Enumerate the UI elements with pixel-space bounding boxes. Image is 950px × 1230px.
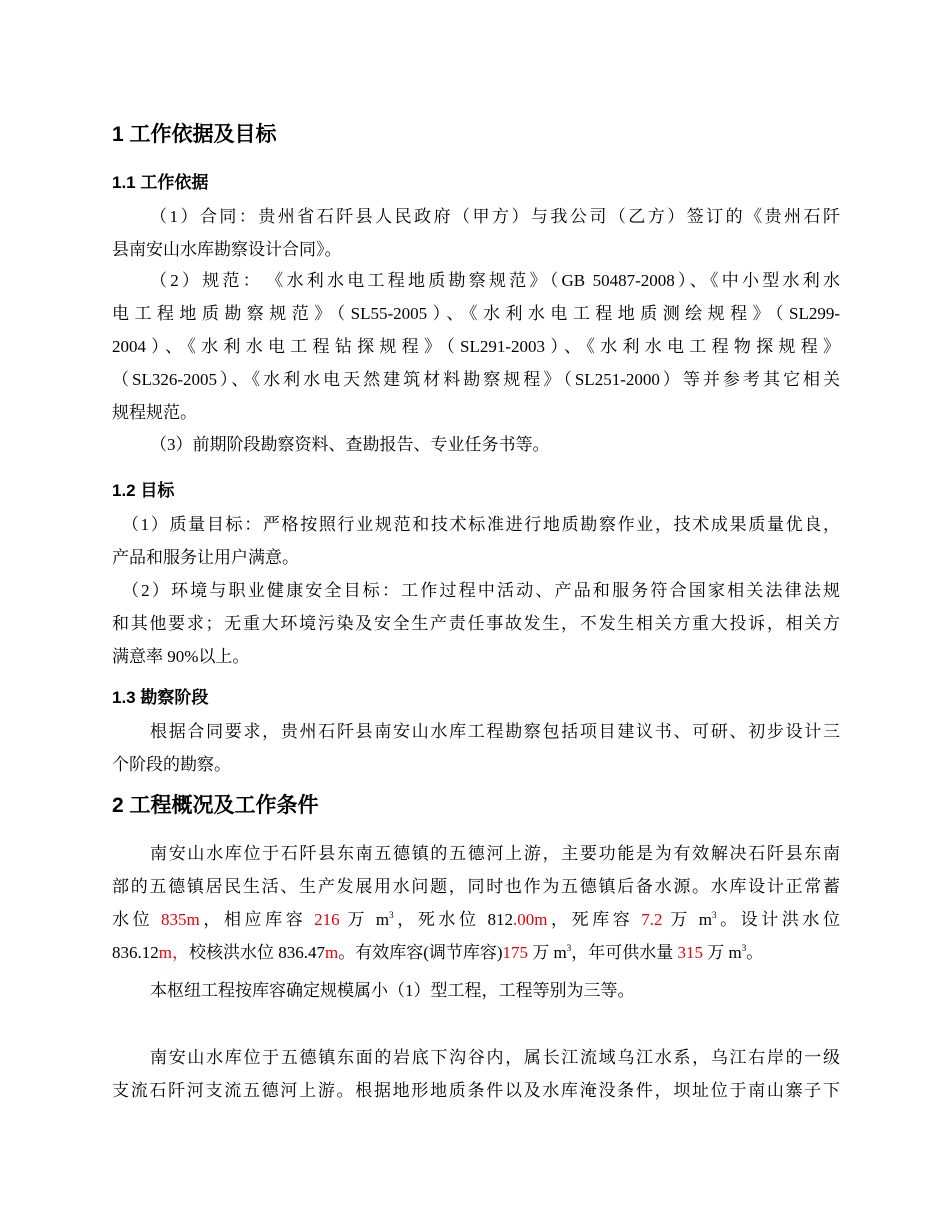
- flood-levels-line: [112, 936, 840, 969]
- text-line: （1）质量目标：严格按照行业规范和技术标准进行地质勘察作业，技术成果质量优良，: [122, 515, 840, 534]
- text-line: （1）合同：贵州省石阡县人民政府（甲方）与我公司（乙方）签订的《贵州石阡: [150, 207, 840, 226]
- basis-contract-paragraph: [112, 200, 840, 266]
- superscript: 3: [389, 910, 394, 920]
- basis-materials-paragraph: [112, 428, 840, 461]
- text-run: 万 m: [528, 943, 567, 962]
- text-run: 万 m: [703, 943, 742, 962]
- text-line: 产品和服务让用户满意。: [112, 548, 299, 567]
- text-run: 。: [746, 943, 764, 962]
- text-line: 规程规范。: [112, 403, 197, 422]
- text-run: ，死库容: [547, 910, 642, 929]
- text-line: 和其他要求；无重大环境污染及安全生产责任事故发生，不发生相关方重大投诉，相关方: [112, 614, 840, 633]
- location-paragraph: [112, 1041, 840, 1107]
- text-line: 南安山水库位于石阡县东南五德镇的五德河上游，主要功能是为有效解决石阡县东南: [150, 844, 840, 863]
- survey-stage-paragraph: [112, 715, 840, 781]
- text-run: ，年可供水量: [571, 943, 678, 962]
- text-line: （3）前期阶段勘察资料、查勘报告、专业任务书等。: [150, 435, 550, 454]
- annual-supply-value: 315: [677, 943, 704, 962]
- text-line: （2）环境与职业健康安全目标：工作过程中活动、产品和服务符合国家相关法律法规: [122, 581, 840, 600]
- text-run: 校核洪水位 836.47: [188, 943, 325, 962]
- text-line: 根据合同要求，贵州石阡县南安山水库工程勘察包括项目建议书、可研、初步设计三: [150, 722, 840, 741]
- project-scale-paragraph: [112, 974, 840, 1007]
- section-1-2-heading: 1.2 目标: [112, 481, 175, 500]
- quality-goal-paragraph: [112, 508, 840, 574]
- effective-storage-value: 175: [502, 943, 529, 962]
- text-line: 部的五德镇居民生活、生产发展用水问题，同时也作为五德镇后备水源。水库设计正常蓄: [112, 877, 840, 896]
- reservoir-levels-line: [112, 903, 840, 936]
- section-1-3-heading: 1.3 勘察阶段: [112, 688, 209, 707]
- text-line: 本枢纽工程按库容确定规模属小（1）型工程，工程等别为三等。: [150, 981, 635, 1000]
- section-1-1-heading: 1.1 工作依据: [112, 173, 209, 192]
- unit-m: m: [324, 943, 339, 962]
- text-line: 满意率 90%以上。: [112, 647, 250, 666]
- text-line: 南安山水库位于五德镇东面的岩底下沟谷内，属长江流域乌江水系，乌江右岸的一级: [150, 1048, 840, 1067]
- text-line: 2004）、《水利水电工程钻探规程》（SL291-2003）、《水利水电工程物探规程》: [112, 337, 840, 356]
- text-line: 个阶段的勘察。: [112, 755, 231, 774]
- normal-water-level-value: 835m: [161, 910, 200, 929]
- dead-level-decimal: .00m: [512, 910, 548, 929]
- section-1-heading: 1 工作依据及目标: [112, 123, 277, 146]
- text-line: 县南安山水库勘察设计合同》。: [112, 240, 342, 259]
- text-line: （2）规范： 《水利水电工程地质勘察规范》（GB 50487-2008）、《中小型水利水: [150, 271, 840, 290]
- text-run: 万 m: [339, 910, 390, 929]
- text-line: 电工程地质勘察规范》（SL55-2005）、《水利水电工程地质测绘规程》（SL299-: [112, 304, 840, 323]
- section-2-heading: 2 工程概况及工作条件: [112, 794, 319, 817]
- normal-storage-value: 216: [314, 910, 340, 929]
- dead-storage-value: 7.2: [641, 910, 663, 929]
- text-run: 836.12: [112, 943, 159, 962]
- superscript: 3: [741, 943, 747, 953]
- text-run: ，死水位 812: [393, 910, 513, 929]
- superscript: 3: [711, 910, 717, 920]
- project-overview-paragraph: [112, 837, 840, 969]
- text-run: 水位: [112, 910, 162, 929]
- basis-standards-paragraph: [112, 264, 840, 429]
- text-line: 支流石阡河支流五德河上游。根据地形地质条件以及水库淹没条件，坝址位于南山寨子下: [112, 1081, 840, 1100]
- text-run: ，相应库容: [199, 910, 315, 929]
- unit-m: m，: [158, 943, 189, 962]
- text-run: 万 m: [662, 910, 712, 929]
- safety-goal-paragraph: [112, 574, 840, 673]
- superscript: 3: [566, 943, 572, 953]
- text-run: 。设计洪水位: [716, 910, 841, 929]
- text-run: 。有效库容(调节库容): [338, 943, 503, 962]
- text-line: （SL326-2005）、《水利水电天然建筑材料勘察规程》（SL251-2000）等并参考其它相关: [112, 370, 840, 389]
